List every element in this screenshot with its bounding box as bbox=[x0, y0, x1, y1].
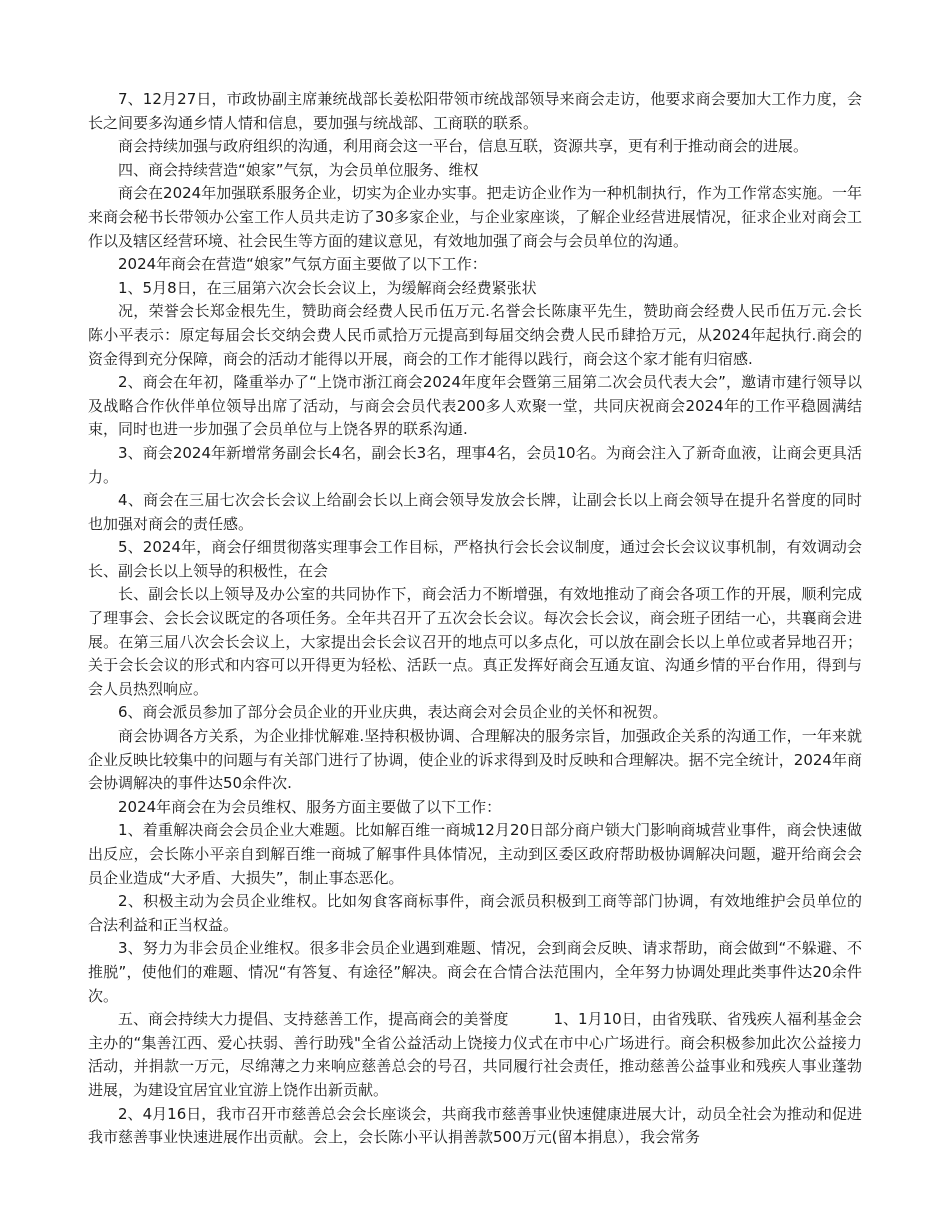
paragraph-home-atmosphere-intro: 2024年商会在营造“娘家”气氛方面主要做了以下工作： bbox=[118, 255, 487, 274]
paragraph-coordination: 商会协调各方关系，为企业排忧解难.坚持积极协调、合理解决的服务宗旨，加强政企关系的沟通工作，一年来就企业反映比较集中的问题与有关部门进行了协调，使企业的诉求得到及时反映和合理解决。据不完全统计，2024年商会协调解决的事件达50余件次. bbox=[88, 727, 862, 793]
paragraph-item-5-council: 5、2024年，商会仔细贯彻落实理事会工作目标，严格执行会长会议制度，通过会长会议议事机制，有效调动会长、副会长以上领导的积极性，在会 bbox=[88, 538, 862, 580]
paragraph-item-3-new-members: 3、商会2024年新增常务副会长4名，副会长3名，理事4名，会员10名。为商会注入了新奇血液，让商会更具活力。 bbox=[88, 443, 862, 486]
paragraph-funding: 况，荣誉会长郑金根先生，赞助商会经费人民币伍万元.名誉会长陈康平先生，赞助商会经费人民币伍万元.会长陈小平表示：原定每届会长交纳会费人民币贰拾万元提高到每届交纳会费人民币肆拾万元，从2024年起执行.商会的资金得到充分保障，商会的活动才能得以开展，商会的工作才能得以践行，商会这个家才能有归宿感. bbox=[88, 302, 862, 368]
paragraph-item-4-badges: 4、商会在三届七次会长会议上给副会长以上商会领导发放会长牌，让副会长以上商会领导在提升名誉度的同时也加强对商会的责任感。 bbox=[88, 491, 862, 533]
paragraph-service-enterprises: 商会在2024年加强联系服务企业，切实为企业办实事。把走访企业作为一种机制执行，作为工作常态实施。一年来商会秘书长带领办公室工作人员共走访了30多家企业，与企业家座谈，了解企业经营进展情况，征求企业对商会工作以及辖区经营环境、社会民生等方面的建议意见，有效地加强了商会与会员单位的沟通。 bbox=[88, 184, 862, 250]
paragraph-rights-intro: 2024年商会在为会员维权、服务方面主要做了以下工作： bbox=[118, 797, 502, 816]
section-heading-4: 四、商会持续营造“娘家”气氛，为会员单位服务、维权 bbox=[118, 160, 479, 179]
paragraph-item-7-visit: 7、12月27日，市政协副主席兼统战部长姜松阳带领市统战部领导来商会走访，他要求商会要加大工作力度，会长之间要多沟通乡情人情和信息，要加强与统战部、工商联的联系。 bbox=[88, 90, 862, 132]
paragraph-item-6-celebrations: 6、商会派员参加了部分会员企业的开业庆典，表达商会对会员企业的关怀和祝贺。 bbox=[118, 703, 668, 722]
paragraph-rights-item-2: 2、积极主动为会员企业维权。比如匆食客商标事件，商会派员积极到工商等部门协调，有效地维护会员单位的合法利益和正当权益。 bbox=[88, 892, 862, 934]
paragraph-rights-item-3: 3、努力为非会员企业维权。很多非会员企业遇到难题、情况，会到商会反映、请求帮助，商会做到“不躲避、不推脱”，使他们的难题、情况“有答复、有途径”解决。商会在合情合法范围内，全年努力协调处理此类事件达20余件次。 bbox=[88, 939, 862, 1005]
paragraph-council-cooperation: 长、副会长以上领导及办公室的共同协作下，商会活力不断增强，有效地推动了商会各项工作的开展，顺利完成了理事会、会长会议既定的各项任务。全年共召开了五次会长会议。每次会长会议，商会班子团结一心，共襄商会进展。在第三届八次会长会议上，大家提出会长会议召开的地点可以多点化，可以放在副会长以上单位或者异地召开；关于会长会议的形式和内容可以开得更为轻松、活跃一点。真正发挥好商会互通友谊、沟通乡情的平台作用，得到与会人员热烈响应。 bbox=[88, 585, 862, 698]
paragraph-item-1-meeting: 1、5月8日，在三届第六次会长会议上，为缓解商会经费紧张状 bbox=[118, 278, 537, 297]
paragraph-government-communication: 商会持续加强与政府组织的沟通，利用商会这一平台，信息互联，资源共享，更有利于推动商会的进展。 bbox=[118, 137, 809, 156]
section-heading-5-charity: 五、商会持续大力提倡、支持慈善工作，提高商会的美誉度 1、1月10日，由省残联、省残疾人福利基金会主办的“集善江西、爱心扶弱、善行助残"全省公益活动上饶接力仪式在市中心广场进行。商会积极参加此次公益接力活动，并捐款一万元，尽绵薄之力来响应慈善总会的号召，共同履行社会责任，推动慈善公益事业和残疾人事业蓬勃进展，为建设宜居宜业宜游上饶作出新贡献。 bbox=[88, 1010, 862, 1099]
paragraph-charity-item-2: 2、4月16日，我市召开市慈善总会会长座谈会，共商我市慈善事业快速健康进展大计，动员全社会为推动和促进我市慈善事业快速进展作出贡献。会上，会长陈小平认捐善款500万元(留本捐息），我会常务 bbox=[88, 1104, 862, 1147]
paragraph-item-2-annual-meeting: 2、商会在年初，隆重举办了“上饶市浙江商会2024年度年会暨第三届第二次会员代表大会”，邀请市建行领导以及战略合作伙伴单位领导出席了活动，与商会会员代表200多人欢聚一堂，共同庆祝商会2024年的工作平稳圆满结束，同时也进一步加强了会员单位与上饶各界的联系沟通. bbox=[88, 373, 862, 439]
paragraph-rights-item-1: 1、着重解决商会会员企业大难题。比如解百维一商城12月20日部分商户锁大门影响商城营业事件，商会快速做出反应，会长陈小平亲自到解百维一商城了解事件具体情况，主动到区委区政府帮助极协调解决问题，避开给商会会员企业造成“大矛盾、大损失”，制止事态恶化。 bbox=[88, 821, 862, 887]
